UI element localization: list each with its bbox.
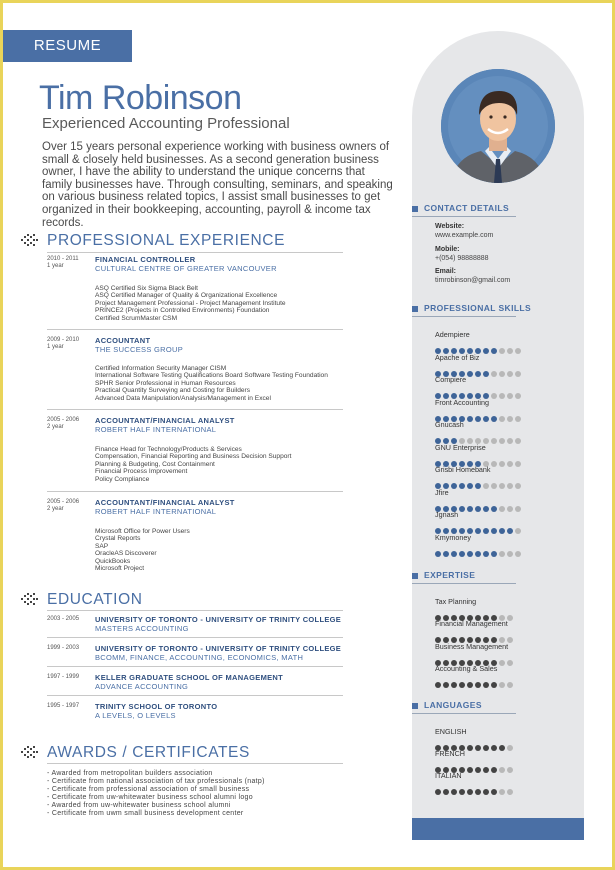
job-item: Microsoft Project xyxy=(95,565,145,573)
rating-dot xyxy=(459,682,465,688)
job-items xyxy=(95,365,328,402)
job-item: Financial Process Improvement xyxy=(95,468,188,476)
grid-icon xyxy=(21,746,41,760)
exp-rating xyxy=(435,642,515,660)
divider xyxy=(412,216,516,217)
exp-rating xyxy=(435,597,515,615)
divider xyxy=(412,316,516,317)
profile-photo xyxy=(441,69,555,183)
rating-dots xyxy=(435,476,523,483)
lang-rating xyxy=(435,749,515,767)
job-item: Microsoft Office for Power Users xyxy=(95,528,190,535)
edu-degree: ADVANCE ACCOUNTING xyxy=(95,682,189,691)
rating-dots xyxy=(435,409,523,416)
divider xyxy=(47,637,343,638)
rating-dot xyxy=(491,789,497,795)
rating-dot xyxy=(483,682,489,688)
expertise-heading-text: EXPERTISE xyxy=(424,570,476,580)
edu-school: UNIVERSITY OF TORONTO - UNIVERSITY OF TRINITY COLLEGE xyxy=(95,644,342,653)
exp-rating xyxy=(435,664,515,682)
job-org: THE SUCCESS GROUP xyxy=(95,345,184,354)
rating-dots xyxy=(435,675,515,682)
rating-dot xyxy=(507,789,513,795)
job-duration: 2 year xyxy=(47,506,64,512)
job-item: International Software Testing Qualifications Board Software Testing Foundation xyxy=(95,372,328,380)
rating-dot xyxy=(507,682,513,688)
rating-dot xyxy=(467,789,473,795)
job-duration: 1 year xyxy=(47,344,64,350)
skillrow-rating xyxy=(435,330,523,348)
job-org: CULTURAL CENTRE OF GREATER VANCOUVER xyxy=(95,264,277,273)
edu-degree: MASTERS ACCOUNTING xyxy=(95,624,189,633)
rating-dot xyxy=(475,551,481,557)
job-duration: 2 year xyxy=(47,424,64,430)
skillrow-rating xyxy=(435,375,523,393)
rating-dot xyxy=(435,789,441,795)
rating-dots xyxy=(435,782,515,789)
rating-dots xyxy=(435,653,515,660)
skills-heading xyxy=(412,303,531,313)
skillrow-rating xyxy=(435,465,523,483)
skillrow-name: Jgnash xyxy=(435,510,459,519)
job-item: Advanced Data Manipulation/Analysis/Management in Excel xyxy=(95,394,271,402)
job-item: Certified ScrumMaster CSM xyxy=(95,314,178,322)
sidebar-footer-bar xyxy=(412,818,584,840)
award-item: - Awarded from uw-whitewater business school alumni xyxy=(47,802,231,809)
rating-dot xyxy=(467,551,473,557)
edu-school: TRINITY SCHOOL OF TORONTO xyxy=(95,702,218,711)
square-icon xyxy=(412,306,418,312)
rating-dot xyxy=(451,789,457,795)
job-item: Crystal Reports xyxy=(95,535,141,543)
job-item: Policy Compliance xyxy=(95,475,150,483)
email-value[interactable]: timrobinson@gmail.com xyxy=(435,277,511,284)
website-label: Website: xyxy=(435,223,465,230)
awards-heading xyxy=(21,744,250,762)
skillrow-rating xyxy=(435,353,523,371)
job-duration: 1 year xyxy=(47,263,64,269)
skillrow-rating xyxy=(435,488,523,506)
rating-dots xyxy=(435,544,523,551)
square-icon xyxy=(412,573,418,579)
rating-dots xyxy=(435,521,523,528)
job-items xyxy=(95,528,190,572)
lang-name: FRENCH xyxy=(435,749,465,758)
rating-dot xyxy=(483,551,489,557)
email-label: Email: xyxy=(435,268,457,275)
skillrow-rating xyxy=(435,398,523,416)
divider xyxy=(47,491,343,492)
job-item: SAP xyxy=(95,542,109,550)
job-item: Project Management Professional - Project Management Institute xyxy=(95,299,286,307)
job-item: Finance Head for Technology/Products & Services xyxy=(95,446,242,453)
rating-dot xyxy=(451,682,457,688)
grid-icon xyxy=(21,234,41,248)
rating-dots xyxy=(435,454,523,461)
job-title: ACCOUNTANT/FINANCIAL ANALYST xyxy=(95,498,235,507)
award-item: - Certificate from uw-whitewater business school alumni logo xyxy=(47,794,253,801)
square-icon xyxy=(412,206,418,212)
divider xyxy=(47,409,343,410)
candidate-subtitle: Experienced Accounting Professional xyxy=(42,115,290,132)
skillrow-name: Apache of Biz xyxy=(435,352,480,362)
exp-name: Tax Planning xyxy=(435,597,477,606)
skillrow-name: Adempiere xyxy=(435,330,470,339)
rating-dot xyxy=(467,682,473,688)
rating-dot xyxy=(483,789,489,795)
rating-dots xyxy=(435,630,515,637)
skillrow-name: Jfire xyxy=(435,487,449,497)
candidate-name: Tim Robinson xyxy=(39,79,242,117)
edu-school: UNIVERSITY OF TORONTO - UNIVERSITY OF TRINITY COLLEGE xyxy=(95,615,342,624)
lang-name: ENGLISH xyxy=(435,727,467,736)
divider xyxy=(412,583,516,584)
edu-degree: BCOMM, FINANCE, ACCOUNTING, ECONOMICS, MATH xyxy=(95,653,304,662)
grid-icon xyxy=(21,593,41,607)
job-title: ACCOUNTANT xyxy=(95,336,151,345)
rating-dot xyxy=(435,551,441,557)
rating-dot xyxy=(451,551,457,557)
skillrow-rating xyxy=(435,420,523,438)
job-item: OracleAS Discoverer xyxy=(95,550,157,558)
rating-dot xyxy=(499,682,505,688)
skillrow-rating xyxy=(435,510,523,528)
skillrow-name: GNU Enterprise xyxy=(435,442,486,452)
job-item: SPHR Senior Professional in Human Resources xyxy=(95,379,236,387)
skillrow-name: Kmymoney xyxy=(435,532,471,542)
rating-dot xyxy=(499,551,505,557)
skillrow-name: Gnucash xyxy=(435,420,464,429)
rating-dots xyxy=(435,499,523,506)
rating-dot xyxy=(459,551,465,557)
job-item: Certified Information Security Manager CISM xyxy=(95,365,227,372)
award-item: - Certificate from uwm small business development center xyxy=(47,810,244,817)
edu-date: 1999 - 2003 xyxy=(47,645,80,651)
job-items xyxy=(95,285,286,322)
job-item: Planning & Budgeting, Cost Containment xyxy=(95,460,215,468)
job-date: 2009 - 2010 xyxy=(47,337,80,343)
divider xyxy=(47,763,343,764)
rating-dots xyxy=(435,738,515,745)
rating-dot xyxy=(475,682,481,688)
edu-school: KELLER GRADUATE SCHOOL OF MANAGEMENT xyxy=(95,673,284,682)
square-icon xyxy=(412,703,418,709)
job-item: Practical Quantity Surveying and Costing for Builders xyxy=(95,387,251,395)
skillrow-rating xyxy=(435,533,523,551)
lang-rating xyxy=(435,727,515,745)
lang-name: ITALIAN xyxy=(435,771,462,780)
education-heading-text: EDUCATION xyxy=(47,591,143,608)
mobile-value: +(054) 98888888 xyxy=(435,255,489,262)
edu-date: 1997 - 1999 xyxy=(47,674,80,680)
skillrow-name: Front Accounting xyxy=(435,397,489,407)
skillrow-name: Compiere xyxy=(435,375,467,384)
divider xyxy=(412,713,516,714)
job-date: 2005 - 2006 xyxy=(47,499,80,505)
skillrow-rating xyxy=(435,443,523,461)
rating-dot xyxy=(443,789,449,795)
job-date: 2010 - 2011 xyxy=(47,256,79,262)
divider xyxy=(47,610,343,611)
rating-dots xyxy=(435,364,523,371)
website-value[interactable]: www.example.com xyxy=(435,232,494,239)
rating-dot xyxy=(499,789,505,795)
skillrow-name: Grisbi Homebank xyxy=(435,465,491,474)
exp-rating xyxy=(435,619,515,637)
rating-dots xyxy=(435,760,515,767)
awards-list xyxy=(47,770,265,818)
rating-dot xyxy=(491,682,497,688)
edu-date: 2003 - 2005 xyxy=(47,616,80,622)
job-org: ROBERT HALF INTERNATIONAL xyxy=(95,507,217,516)
job-item: ASQ Certified Six Sigma Black Belt xyxy=(95,285,198,292)
edu-degree: A LEVELS, O LEVELS xyxy=(95,711,176,720)
award-item: - Certificate from professional association of small business xyxy=(47,786,250,793)
job-title: ACCOUNTANT/FINANCIAL ANALYST xyxy=(95,416,235,425)
divider xyxy=(47,329,343,330)
job-item: ASQ Certified Manager of Quality & Organizational Excellence xyxy=(95,292,278,300)
job-item: PRINCE2 (Projects in Controlled Environments) Foundation xyxy=(95,307,270,315)
divider xyxy=(47,252,343,253)
exp-name: Accounting & Sales xyxy=(435,663,498,673)
job-date: 2005 - 2006 xyxy=(47,417,80,423)
contact-heading xyxy=(412,203,509,213)
rating-dot xyxy=(443,551,449,557)
divider xyxy=(47,666,343,667)
award-item: - Certificate from national association of tax professionals (natp) xyxy=(47,778,265,785)
rating-dot xyxy=(475,789,481,795)
job-item: QuickBooks xyxy=(95,557,131,565)
lang-rating xyxy=(435,771,515,789)
award-item: - Awarded from metropolitan builders association xyxy=(47,770,213,777)
rating-dot xyxy=(459,789,465,795)
languages-heading-text: LANGUAGES xyxy=(424,700,482,710)
resume-tab: RESUME xyxy=(3,30,132,62)
exp-name: Business Management xyxy=(435,641,509,651)
experience-heading xyxy=(21,232,285,250)
skills-heading-text: PROFESSIONAL SKILLS xyxy=(424,303,532,313)
mobile-label: Mobile: xyxy=(435,246,460,253)
education-heading xyxy=(21,591,143,609)
intro-paragraph: Over 15 years personal experience working with business owners of small & closely held businesses. As a second generation business owner, I have the ability to understand the unique concerns that family businesses have. Through consulting, seminars, and speaking on various business related topics, I assist small businesses to get organized in their bookkeeping, accounting, payroll & income tax records. xyxy=(42,141,393,229)
job-org: ROBERT HALF INTERNATIONAL xyxy=(95,425,217,434)
edu-date: 1995 - 1997 xyxy=(47,703,80,709)
contact-heading-text: CONTACT DETAILS xyxy=(424,203,510,213)
rating-dots xyxy=(435,608,515,615)
job-title: FINANCIAL CONTROLLER xyxy=(95,255,196,264)
rating-dot xyxy=(491,551,497,557)
job-item: Compensation, Financial Reporting and Business Decision Support xyxy=(95,453,292,461)
job-items xyxy=(95,446,291,483)
rating-dot xyxy=(443,682,449,688)
experience-heading-text: PROFESSIONAL EXPERIENCE xyxy=(47,232,286,249)
rating-dot xyxy=(515,551,521,557)
awards-heading-text: AWARDS / CERTIFICATES xyxy=(47,744,250,761)
resume-page xyxy=(3,3,612,867)
rating-dot xyxy=(435,682,441,688)
rating-dots xyxy=(435,431,523,438)
exp-name: Financial Management xyxy=(435,619,508,629)
rating-dot xyxy=(507,551,513,557)
rating-dots xyxy=(435,386,523,393)
divider xyxy=(47,695,343,696)
portrait-image xyxy=(441,69,555,183)
expertise-heading xyxy=(412,570,475,580)
languages-heading xyxy=(412,700,482,710)
rating-dots xyxy=(435,341,523,348)
